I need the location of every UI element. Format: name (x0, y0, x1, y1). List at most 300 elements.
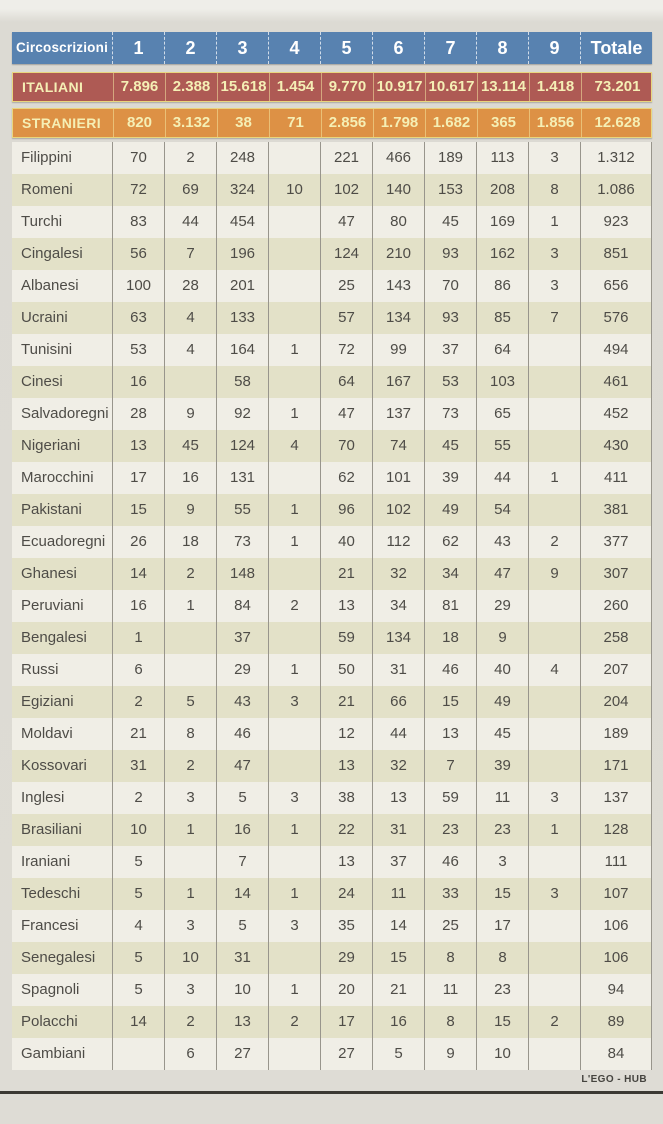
cell-district-5: 21 (320, 686, 372, 718)
row-label: Romeni (21, 181, 73, 198)
cell-district-3: 43 (216, 686, 268, 718)
cell-totale: 171 (580, 750, 652, 782)
row-label: Senegalesi (21, 949, 96, 966)
cell-district-7: 45 (424, 206, 476, 238)
table-row (12, 366, 652, 398)
row-label: Marocchini (21, 469, 94, 486)
summary-cell: 15.618 (217, 73, 269, 101)
cell-district-5: 13 (320, 750, 372, 782)
cell-district-9: 3 (528, 238, 580, 270)
table-row (12, 942, 652, 974)
cell-district-2: 4 (164, 302, 216, 334)
cell-district-9: 8 (528, 174, 580, 206)
table-row (12, 622, 652, 654)
cell-district-5: 21 (320, 558, 372, 590)
cell-district-6: 31 (372, 654, 424, 686)
cell-district-6: 102 (372, 494, 424, 526)
summary-cell: 365 (477, 109, 529, 137)
cell-district-4 (268, 366, 320, 398)
cell-district-4: 3 (268, 782, 320, 814)
column-header: 5 (320, 32, 372, 64)
row-label: Polacchi (21, 1013, 78, 1030)
table-row (12, 430, 652, 462)
summary-cell: 1.454 (269, 73, 321, 101)
cell-district-8: 103 (476, 366, 528, 398)
cell-district-5: 12 (320, 718, 372, 750)
row-label: Francesi (21, 917, 79, 934)
cell-district-2: 9 (164, 494, 216, 526)
cell-district-2: 2 (164, 1006, 216, 1038)
cell-district-7: 13 (424, 718, 476, 750)
cell-district-3: 201 (216, 270, 268, 302)
cell-district-3: 5 (216, 910, 268, 942)
cell-district-2: 4 (164, 334, 216, 366)
cell-district-9 (528, 398, 580, 430)
cell-district-1: 56 (112, 238, 164, 270)
cell-district-2: 69 (164, 174, 216, 206)
table-row (12, 590, 652, 622)
cell-district-6: 167 (372, 366, 424, 398)
cell-district-5: 50 (320, 654, 372, 686)
cell-district-4: 1 (268, 974, 320, 1006)
cell-district-7: 11 (424, 974, 476, 1006)
cell-district-4: 1 (268, 334, 320, 366)
cell-district-7: 18 (424, 622, 476, 654)
row-label: Peruviani (21, 597, 84, 614)
cell-district-6: 21 (372, 974, 424, 1006)
cell-district-3: 148 (216, 558, 268, 590)
cell-district-3: 58 (216, 366, 268, 398)
row-label: Iraniani (21, 853, 71, 870)
cell-district-5: 22 (320, 814, 372, 846)
cell-totale: 94 (580, 974, 652, 1006)
cell-totale: 656 (580, 270, 652, 302)
cell-district-3: 55 (216, 494, 268, 526)
column-header: 2 (164, 32, 216, 64)
cell-totale: 258 (580, 622, 652, 654)
cell-district-2: 44 (164, 206, 216, 238)
cell-district-4: 3 (268, 910, 320, 942)
cell-district-9: 4 (528, 654, 580, 686)
table-row (12, 206, 652, 238)
summary-cell: 10.917 (373, 73, 425, 101)
cell-district-4 (268, 622, 320, 654)
cell-district-5: 64 (320, 366, 372, 398)
cell-district-8: 23 (476, 814, 528, 846)
table-row (12, 686, 652, 718)
row-label: Tedeschi (21, 885, 81, 902)
cell-district-7: 15 (424, 686, 476, 718)
summary-cell: 71 (269, 109, 321, 137)
cell-district-2: 1 (164, 878, 216, 910)
cell-district-3: 13 (216, 1006, 268, 1038)
table-row (12, 718, 652, 750)
summary-cell: 9.770 (321, 73, 373, 101)
column-header: 7 (424, 32, 476, 64)
cell-district-6: 37 (372, 846, 424, 878)
cell-district-5: 72 (320, 334, 372, 366)
cell-district-1: 2 (112, 686, 164, 718)
cell-district-9: 1 (528, 462, 580, 494)
cell-district-2: 6 (164, 1038, 216, 1070)
cell-totale: 204 (580, 686, 652, 718)
cell-district-8: 10 (476, 1038, 528, 1070)
cell-district-5: 47 (320, 398, 372, 430)
cell-district-9 (528, 718, 580, 750)
cell-district-7: 62 (424, 526, 476, 558)
cell-district-9: 2 (528, 1006, 580, 1038)
cell-district-1: 17 (112, 462, 164, 494)
cell-district-7: 9 (424, 1038, 476, 1070)
cell-totale: 576 (580, 302, 652, 334)
cell-district-1: 15 (112, 494, 164, 526)
cell-district-6: 31 (372, 814, 424, 846)
circoscrizioni-table (12, 32, 652, 1070)
cell-district-8: 44 (476, 462, 528, 494)
column-header: 9 (528, 32, 580, 64)
cell-district-2 (164, 622, 216, 654)
cell-district-1: 28 (112, 398, 164, 430)
cell-district-7: 59 (424, 782, 476, 814)
cell-district-8: 65 (476, 398, 528, 430)
cell-district-4 (268, 206, 320, 238)
row-label: Moldavi (21, 725, 73, 742)
cell-district-3: 454 (216, 206, 268, 238)
row-label: Inglesi (21, 789, 65, 806)
cell-district-7: 7 (424, 750, 476, 782)
cell-district-8: 39 (476, 750, 528, 782)
cell-district-6: 137 (372, 398, 424, 430)
table-header-row (12, 32, 652, 64)
cell-district-3: 133 (216, 302, 268, 334)
cell-district-4 (268, 718, 320, 750)
cell-district-7: 34 (424, 558, 476, 590)
cell-district-1: 6 (112, 654, 164, 686)
table-row (12, 1038, 652, 1070)
cell-district-4 (268, 558, 320, 590)
cell-district-9 (528, 334, 580, 366)
cell-district-1: 31 (112, 750, 164, 782)
cell-district-8: 9 (476, 622, 528, 654)
cell-district-6: 5 (372, 1038, 424, 1070)
cell-district-9: 2 (528, 526, 580, 558)
cell-district-3: 46 (216, 718, 268, 750)
row-label: Kossovari (21, 757, 87, 774)
table-row (12, 878, 652, 910)
table-body (12, 142, 652, 1070)
cell-district-1 (112, 1038, 164, 1070)
cell-totale: 377 (580, 526, 652, 558)
cell-district-9: 7 (528, 302, 580, 334)
cell-totale: 137 (580, 782, 652, 814)
row-label: Nigeriani (21, 437, 81, 454)
cell-district-6: 134 (372, 302, 424, 334)
cell-district-7: 8 (424, 942, 476, 974)
cell-district-8: 11 (476, 782, 528, 814)
cell-district-6: 112 (372, 526, 424, 558)
cell-district-2: 2 (164, 142, 216, 174)
cell-district-9: 9 (528, 558, 580, 590)
cell-district-7: 33 (424, 878, 476, 910)
cell-district-1: 2 (112, 782, 164, 814)
cell-district-5: 25 (320, 270, 372, 302)
cell-district-8: 162 (476, 238, 528, 270)
cell-district-2: 7 (164, 238, 216, 270)
cell-district-1: 83 (112, 206, 164, 238)
cell-totale: 494 (580, 334, 652, 366)
table-row (12, 174, 652, 206)
cell-district-1: 53 (112, 334, 164, 366)
cell-totale: 923 (580, 206, 652, 238)
cell-district-3: 16 (216, 814, 268, 846)
table-row (12, 142, 652, 174)
cell-district-4: 2 (268, 590, 320, 622)
summary-cell: 38 (217, 109, 269, 137)
cell-district-9 (528, 494, 580, 526)
cell-district-9 (528, 910, 580, 942)
cell-district-3: 29 (216, 654, 268, 686)
cell-district-4: 1 (268, 398, 320, 430)
table-row (12, 750, 652, 782)
cell-district-2: 28 (164, 270, 216, 302)
cell-district-4 (268, 462, 320, 494)
cell-district-1: 14 (112, 558, 164, 590)
cell-district-7: 93 (424, 238, 476, 270)
cell-district-8: 49 (476, 686, 528, 718)
cell-district-9: 3 (528, 878, 580, 910)
cell-totale: 128 (580, 814, 652, 846)
cell-district-2: 45 (164, 430, 216, 462)
cell-totale: 207 (580, 654, 652, 686)
table-row (12, 974, 652, 1006)
column-header: Circoscrizioni (15, 40, 109, 55)
cell-district-1: 10 (112, 814, 164, 846)
summary-cell: 10.617 (425, 73, 477, 101)
cell-district-9 (528, 430, 580, 462)
cell-district-8: 47 (476, 558, 528, 590)
cell-district-5: 62 (320, 462, 372, 494)
cell-totale: 452 (580, 398, 652, 430)
cell-district-4 (268, 142, 320, 174)
cell-district-5: 29 (320, 942, 372, 974)
cell-district-5: 124 (320, 238, 372, 270)
row-label: Ghanesi (21, 565, 77, 582)
cell-district-9 (528, 942, 580, 974)
cell-district-7: 81 (424, 590, 476, 622)
cell-district-6: 66 (372, 686, 424, 718)
cell-district-1: 26 (112, 526, 164, 558)
cell-district-5: 27 (320, 1038, 372, 1070)
cell-district-8: 45 (476, 718, 528, 750)
bottom-divider (0, 1091, 663, 1094)
cell-district-2: 9 (164, 398, 216, 430)
cell-district-5: 35 (320, 910, 372, 942)
cell-district-1: 14 (112, 1006, 164, 1038)
cell-district-2: 3 (164, 782, 216, 814)
cell-district-3: 31 (216, 942, 268, 974)
cell-district-5: 47 (320, 206, 372, 238)
cell-district-6: 13 (372, 782, 424, 814)
cell-district-3: 164 (216, 334, 268, 366)
cell-district-5: 20 (320, 974, 372, 1006)
cell-district-7: 45 (424, 430, 476, 462)
summary-cell: 1.856 (529, 109, 581, 137)
cell-district-3: 196 (216, 238, 268, 270)
cell-district-8: 169 (476, 206, 528, 238)
row-label: Brasiliani (21, 821, 82, 838)
cell-district-8: 64 (476, 334, 528, 366)
cell-district-6: 466 (372, 142, 424, 174)
table-row (12, 526, 652, 558)
cell-district-3: 7 (216, 846, 268, 878)
column-header: Totale (580, 32, 652, 64)
cell-district-4: 1 (268, 526, 320, 558)
row-label: Pakistani (21, 501, 82, 518)
cell-district-9 (528, 622, 580, 654)
cell-district-1: 5 (112, 942, 164, 974)
table-row (12, 238, 652, 270)
cell-district-4: 4 (268, 430, 320, 462)
cell-district-7: 73 (424, 398, 476, 430)
cell-district-8: 43 (476, 526, 528, 558)
cell-totale: 381 (580, 494, 652, 526)
cell-district-9 (528, 590, 580, 622)
table-row (12, 494, 652, 526)
row-label: Salvadoregni (21, 405, 109, 422)
summary-row-italiani (12, 72, 652, 102)
cell-district-3: 37 (216, 622, 268, 654)
cell-district-4 (268, 270, 320, 302)
cell-district-3: 84 (216, 590, 268, 622)
cell-district-6: 14 (372, 910, 424, 942)
cell-district-2 (164, 846, 216, 878)
cell-district-4: 1 (268, 878, 320, 910)
cell-totale: 107 (580, 878, 652, 910)
cell-district-5: 59 (320, 622, 372, 654)
row-label: Bengalesi (21, 629, 87, 646)
cell-district-8: 86 (476, 270, 528, 302)
cell-district-1: 5 (112, 846, 164, 878)
cell-district-6: 143 (372, 270, 424, 302)
cell-district-7: 46 (424, 846, 476, 878)
table-row (12, 334, 652, 366)
cell-district-1: 13 (112, 430, 164, 462)
cell-district-2: 16 (164, 462, 216, 494)
cell-district-6: 15 (372, 942, 424, 974)
cell-district-1: 16 (112, 366, 164, 398)
table-row (12, 654, 652, 686)
cell-district-1: 100 (112, 270, 164, 302)
cell-district-2 (164, 654, 216, 686)
cell-district-8: 113 (476, 142, 528, 174)
cell-district-4 (268, 750, 320, 782)
cell-district-7: 25 (424, 910, 476, 942)
cell-totale: 106 (580, 942, 652, 974)
cell-district-8: 23 (476, 974, 528, 1006)
cell-district-2: 5 (164, 686, 216, 718)
cell-district-7: 189 (424, 142, 476, 174)
cell-district-7: 53 (424, 366, 476, 398)
row-label: Turchi (21, 213, 63, 230)
cell-district-6: 99 (372, 334, 424, 366)
summary-cell: 7.896 (113, 73, 165, 101)
table-row (12, 270, 652, 302)
cell-district-5: 13 (320, 590, 372, 622)
summary-row-label: ITALIANI (22, 79, 84, 95)
table-row (12, 398, 652, 430)
summary-cell: 2.388 (165, 73, 217, 101)
summary-cell: 820 (113, 109, 165, 137)
table-row (12, 846, 652, 878)
table-row (12, 302, 652, 334)
cell-district-7: 37 (424, 334, 476, 366)
cell-district-9 (528, 846, 580, 878)
cell-district-8: 15 (476, 1006, 528, 1038)
cell-district-7: 49 (424, 494, 476, 526)
cell-district-5: 57 (320, 302, 372, 334)
row-label: Gambiani (21, 1045, 86, 1062)
cell-district-3: 47 (216, 750, 268, 782)
cell-district-9 (528, 366, 580, 398)
cell-district-6: 74 (372, 430, 424, 462)
cell-district-5: 38 (320, 782, 372, 814)
cell-district-8: 54 (476, 494, 528, 526)
cell-district-3: 10 (216, 974, 268, 1006)
cell-district-4: 1 (268, 654, 320, 686)
cell-district-3: 92 (216, 398, 268, 430)
cell-totale: 260 (580, 590, 652, 622)
cell-district-3: 324 (216, 174, 268, 206)
cell-district-8: 29 (476, 590, 528, 622)
cell-district-4: 3 (268, 686, 320, 718)
column-header: 6 (372, 32, 424, 64)
cell-district-3: 124 (216, 430, 268, 462)
cell-district-4: 1 (268, 494, 320, 526)
cell-totale: 106 (580, 910, 652, 942)
row-label: Ecuadoregni (21, 533, 106, 550)
column-header: 3 (216, 32, 268, 64)
table-row (12, 462, 652, 494)
row-label: Filippini (21, 149, 72, 166)
cell-district-4 (268, 942, 320, 974)
row-label: Albanesi (21, 277, 79, 294)
cell-district-2: 2 (164, 750, 216, 782)
cell-district-1: 16 (112, 590, 164, 622)
cell-district-6: 44 (372, 718, 424, 750)
credit-label: L'EGO - HUB (581, 1074, 647, 1085)
cell-district-8: 15 (476, 878, 528, 910)
cell-district-9 (528, 686, 580, 718)
summary-cell: 2.856 (321, 109, 373, 137)
cell-totale: 461 (580, 366, 652, 398)
summary-cell: 3.132 (165, 109, 217, 137)
cell-district-7: 39 (424, 462, 476, 494)
cell-district-2: 10 (164, 942, 216, 974)
column-header: 4 (268, 32, 320, 64)
cell-district-7: 93 (424, 302, 476, 334)
cell-district-1: 1 (112, 622, 164, 654)
cell-district-3: 5 (216, 782, 268, 814)
row-label: Egiziani (21, 693, 74, 710)
cell-district-5: 96 (320, 494, 372, 526)
cell-totale: 111 (580, 846, 652, 878)
cell-district-3: 27 (216, 1038, 268, 1070)
column-header: 1 (112, 32, 164, 64)
cell-totale: 89 (580, 1006, 652, 1038)
cell-district-4: 1 (268, 814, 320, 846)
cell-district-1: 70 (112, 142, 164, 174)
cell-district-4 (268, 1038, 320, 1070)
